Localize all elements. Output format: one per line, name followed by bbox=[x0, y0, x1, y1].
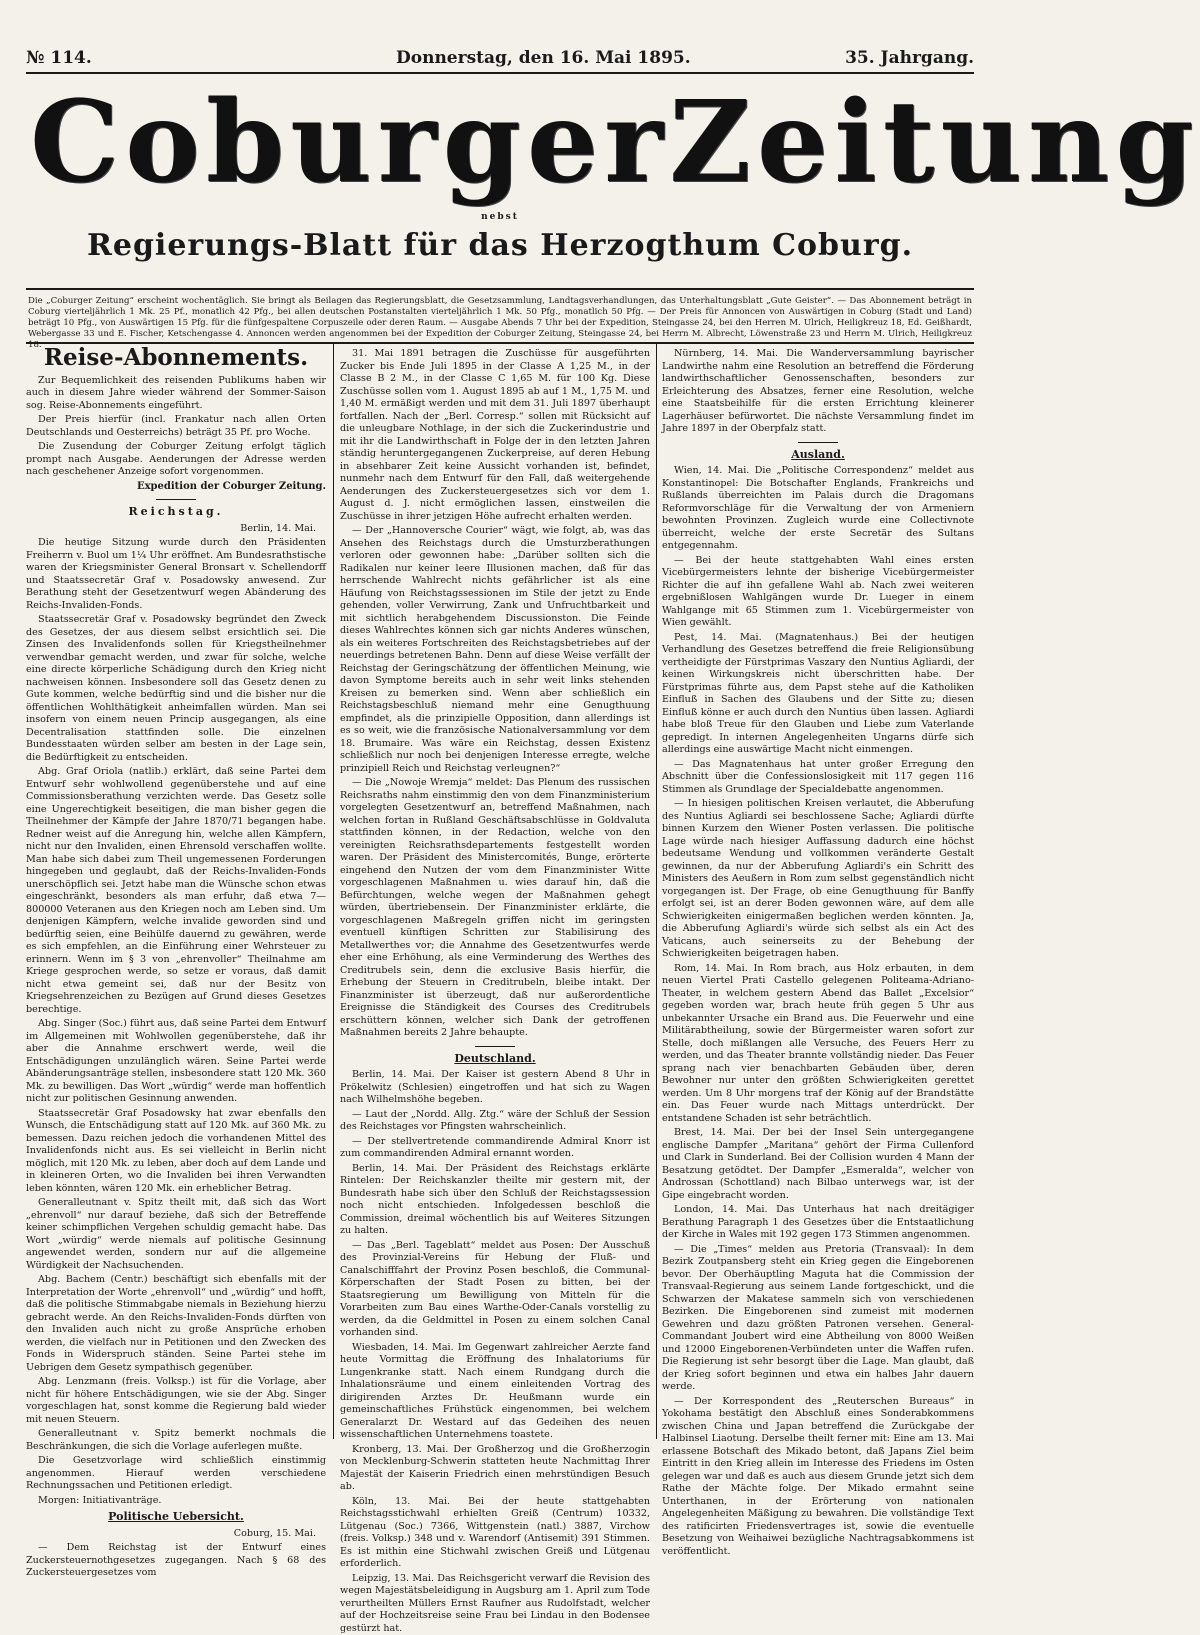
section-heading: Reise-Abonnements. bbox=[26, 352, 326, 365]
paragraph: — Das „Berl. Tageblatt“ meldet aus Posen: Der Ausschuß des Provinzial-Vereins für Hebung der Fluß- und Canalschifffahrt der Provinz Posen beschloß, die Communal-Körperschaften der Stadt Posen zu bitten, bei der Staatsregierung um Bewilligung von Mitteln für die Vorarbeiten zum Bau eines Warthe-Oder-Canals vorstellig zu werden, da die Geldmittel in Posen zu einem solchen Canal vorhanden sind. bbox=[340, 1240, 650, 1340]
column-1 bbox=[26, 348, 326, 1441]
paragraph: Die heutige Sitzung wurde durch den Präsidenten Freiherrn v. Buol um 1¼ Uhr eröffnet. Am Bundesrathstische waren der Kriegsminister General Bronsart v. Schellendorff und Staatssecretär Graf v. Posadowsky anwesend. Zur Berathung steht der Gesetzentwurf wegen Abänderung des Reichs-Invaliden-Fonds. bbox=[26, 537, 326, 612]
signature: Expedition der Coburger Zeitung. bbox=[26, 481, 326, 494]
separator bbox=[798, 442, 838, 443]
paragraph: — Bei der heute stattgehabten Wahl eines ersten Vicebürgermeisters lehnte der bisherige Vicebürgermeister Richter die auf ihn gefallene Wahl ab. Nach zwei weiteren ergebnißlosen Wahlgängen wurde Dr. Lueger in einem Wahlgange mit 65 Stimmen zum 1. Vicebürgermeister von Wien gewählt. bbox=[662, 555, 974, 630]
paragraph: Rom, 14. Mai. In Rom brach, aus Holz erbauten, in dem neuen Viertel Prati Castello gelegenen Politeama-Adriano-Theater, in welchem gestern Abend das Ballet „Excelsior“ gegeben worden war, brach heute früh gegen 5 Uhr aus unbekannter Ursache ein Brand aus. Die Feuerwehr und eine Militärabtheilung, sowie der Bürgermeister waren sofort zur Stelle, doch mißlangen alle Versuche, des Feuers Herr zu werden, und das Theater brannte vollständig nieder. Das Feuer sprang nach vier benachbarten Gebäuden über, deren Bewohner nur unter den größten Schwierigkeiten gerettet werden. Um 8 Uhr morgens traf der König auf der Brandstätte ein. Das Feuer wurde nach Mittags unterdrückt. Der entstandene Schaden ist sehr beträchtlich. bbox=[662, 963, 974, 1126]
dateline: Coburg, 15. Mai. bbox=[26, 1528, 316, 1541]
paragraph: Berlin, 14. Mai. Der Präsident des Reichstags erklärte Rintelen: Der Reichskanzler theilte mir gestern mit, der Bundesrath habe sich über den Schluß der Reichstagssession noch nicht entschieden. Infolgedessen beschloß die Commission, dreimal wöchentlich bis auf Weiteres Sitzungen zu halten. bbox=[340, 1163, 650, 1238]
paragraph: — Dem Reichstag ist der Entwurf eines Zuckersteuernothgesetzes zugegangen. Nach § 68 des Zuckersteuergesetzes vom bbox=[26, 1542, 326, 1580]
paragraph: Abg. Bachem (Centr.) beschäftigt sich ebenfalls mit der Interpretation der Worte „ehrenvoll“ und „würdig“ und hofft, daß die politische Stimmabgabe niemals in Beziehung hierzu gebracht werde. An den Reichs-Invaliden-Fonds dürften von den Invaliden auch nicht zu große Ansprüche erhoben werden, die vielfach nur in Petitionen und den Zwecken des Fonds in Widerspruch ständen. Seine Partei stehe im Uebrigen dem Gesetz sympathisch gegenüber. bbox=[26, 1274, 326, 1374]
paragraph: Zur Bequemlichkeit des reisenden Publikums haben wir auch in diesem Jahre wieder während der Sommer-Saison sog. Reise-Abonnements eingeführt. bbox=[26, 375, 326, 413]
paragraph: Staatssecretär Graf v. Posadowsky begründet den Zweck des Gesetzes, der aus diesem selbst ersichtlich sei. Die Zinsen des Invalidenfonds sollen für Kriegstheilnehmer verwendbar gemacht werden, und zwar für solche, welche eine directe körperliche Schädigung durch den Krieg nicht nachweisen können. Insbesondere soll das Gesetz denen zu Gute kommen, welche bedürftig sind und die bisher nur die öffentlichen Wohlthätigkeit anheimfallen würden. Man sei insofern von einem neuen Princip ausgegangen, als eine Decentralisation stattfinden solle. Die einzelnen Bundesstaaten würden selber am besten in der Lage sein, die Bedürftigkeit zu entscheiden. bbox=[26, 614, 326, 764]
paragraph: — Die „Times“ melden aus Pretoria (Transvaal): In dem Bezirk Zoutpansberg steht ein Krieg gegen die Eingeborenen bevor. Der Oberhäuptling Maguta hat die Commission der Transvaal-Regierung aus seinem Lande fortgeschickt, und die Schwarzen der Makatese sammeln sich von verschiedenen Bezirken. Die Eingeborenen sind zumeist mit modernen Gewehren und dazu größten Patronen versehen. General-Commandant Joubert wird eine Abtheilung von 8000 Weißen und 12000 Eingeborenen-Verbündeten unter die Waffen rufen. Die Regierung ist sehr besorgt über die Lage. Man glaubt, daß der Krieg sofort beginnen und etwa ein halbes Jahr dauern werde. bbox=[662, 1244, 974, 1394]
column-divider bbox=[656, 344, 657, 1439]
paragraph: Nürnberg, 14. Mai. Die Wanderversammlung bayrischer Landwirthe nahm eine Resolution an betreffend die Förderung landwirthschaftlicher Genossenschaften, besonders zur Erleichterung des Absatzes, ferner eine Resolution, welche eine Staatsbeihilfe für die ersten Errichtung kleinerer Lagerhäuser befürwortet. Die nächste Versammlung findet im Jahre 1897 in der Oberpfalz statt. bbox=[662, 348, 974, 436]
separator bbox=[156, 499, 196, 500]
issue-date: Donnerstag, den 16. Mai 1895. bbox=[396, 48, 691, 68]
paragraph: Generalleutnant v. Spitz theilt mit, daß sich das Wort „ehrenvoll“ nur darauf beziehe, daß sich der Betreffende keiner schimpflichen Vergehen schuldig gemacht habe. Das Wort „würdig“ werde niemals auf politische Gesinnung angewendet werden, sondern nur auf die allgemeine Würdigkeit der Nachsuchenden. bbox=[26, 1197, 326, 1272]
paragraph: Kronberg, 13. Mai. Der Großherzog und die Großherzogin von Mecklenburg-Schwerin statteten heute Nachmittag Ihrer Majestät der Kaiserin Friedrich einen mehrstündigen Besuch ab. bbox=[340, 1444, 650, 1494]
masthead bbox=[30, 78, 970, 208]
subtitle-rule bbox=[26, 288, 974, 290]
column-divider bbox=[333, 344, 334, 1439]
section-heading: Reichstag. bbox=[26, 506, 326, 519]
column-2 bbox=[340, 348, 650, 1441]
paragraph: 31. Mai 1891 betragen die Zuschüsse für ausgeführten Zucker bis Ende Juli 1895 in der Classe A 1,25 M., in der Classe B 2 M., in der Classe C 1,65 M. für 100 Kg. Diese Zuschüsse sollen vom 1. August 1895 ab auf 1 M., 1,75 M. und 1,40 M. ermäßigt werden und mit dem 31. Juli 1897 überhaupt fortfallen. Nach der „Berl. Corresp.“ sollen mit Rücksicht auf die unleugbare Nothlage, in der sich die Zuckerindustrie und mit ihr die Landwirthschaft in Folge der in den letzten Jahren ständig heruntergegangenen Zuckerpreise, auf deren Hebung in absehbarer Zeit keine Aussicht vorhanden ist, befindet, nunmehr nach dem Entwurf für den Fall, daß weitergehende Aenderungen des Zuckersteuergesetzes sich vor dem 1. August d. J. nicht ermöglichen lassen, einstweilen die Zuschüsse in ihrer jetzigen Höhe aufrecht erhalten werden. bbox=[340, 348, 650, 523]
paragraph: Morgen: Initiativanträge. bbox=[26, 1495, 326, 1508]
separator bbox=[475, 1046, 515, 1047]
issue-line bbox=[26, 42, 974, 68]
section-heading: Deutschland. bbox=[340, 1053, 650, 1066]
paragraph: — Der stellvertretende commandirende Admiral Knorr ist zum commandirenden Admiral ernannt worden. bbox=[340, 1136, 650, 1161]
section-heading: Politische Uebersicht. bbox=[26, 1511, 326, 1524]
paragraph: Der Preis hierfür (incl. Frankatur nach allen Orten Deutschlands und Oesterreichs) beträgt 35 Pf. pro Woche. bbox=[26, 414, 326, 439]
paragraph: Abg. Lenzmann (freis. Volksp.) ist für die Vorlage, aber nicht für höhere Entschädigungen, wie sie der Abg. Singer vorgeschlagen hat, sonst komme die Regierung bald wieder mit neuen Steuern. bbox=[26, 1376, 326, 1426]
paragraph: Pest, 14. Mai. (Magnatenhaus.) Bei der heutigen Verhandlung des Gesetzes betreffend die freie Religionsübung vertheidigte der Fürstprimas Vaszary den Nuntius Agliardi, der keinen Wirkungskreis nicht überschritten habe. Der Fürstprimas führte aus, dem Papst stehe auf die Katholiken Einfluß in Sachen des Glaubens und der Sitte zu; diesen Einfluß könne er auch durch den Nuntius üben lassen. Agliardi habe bloß Treue für den Glauben und Liebe zum Vaterlande gepredigt. In internen Angelegenheiten Ungarns dürfe sich allerdings eine auswärtige Macht nicht einmengen. bbox=[662, 632, 974, 757]
paragraph: — In hiesigen politischen Kreisen verlautet, die Abberufung des Nuntius Agliardi sei beschlossene Sache; Agliardi dürfte binnen Kurzem den Wiener Posten verlassen. Die politische Lage würde nach hiesiger Auffassung dadurch eine höchst bedeutsame Wendung und vollkommen veränderte Gestalt gewinnen, da nur der Abberufung Agliardi's ein Schritt des Ministers des Aeußern in Rom zum selbst gegenständlich nicht vorgegangen ist. Der Frage, ob eine Genugthuung für Banffy erfolgt sei, ist an derer Boden gewonnen wäre, auf dem alle Schwierigkeiten einigermaßen beglichen werden könnten. Ja, die Abberufung Agliardi's würde sich selbst als ein Act des Vaticans, auch seinerseits zu der Behebung der Schwierigkeiten beigetragen haben. bbox=[662, 798, 974, 961]
subscription-notice: Die „Coburger Zeitung“ erscheint wochentäglich. Sie bringt als Beilagen das Regierungsblatt, die Gesetzsammlung, Landtagsverhandlungen, das Unterhaltungsblatt „Gute Geister“. — Das Abonnement beträgt in Coburg vierteljährlich 1 Mk. 25 Pf., monatlich 42 Pfg., bei allen deutschen Postanstalten vierteljährlich 1 Mk. 50 Pfg., monatlich 50 Pfg. — Der Preis für Annoncen von Auswärtigen in Coburg (Stadt und Land) beträgt 10 Pfg., von Auswärtigen 15 Pfg. für die fünfgespaltene Corpuszeile oder deren Raum. — Ausgabe Abends 7 Uhr bei der Expedition, Steingasse 24, bei den Herren M. Ulrich, Heiligkreuz 18, Ed. Geißhardt, Webergasse 33 und E. Fischer, Ketschengasse 4. Annoncen werden angenommen bei der Expedition der Coburger Zeitung, Steingasse 24, bei Herrn M. Albrecht, Löwenstraße 23 und Herrn M. Ulrich, Heiligkreuz 18. bbox=[28, 296, 972, 351]
paragraph: Die Zusendung der Coburger Zeitung erfolgt täglich prompt nach Ausgabe. Aenderungen der Adresse werden nach geschehener Anzeige sofort vorgenommen. bbox=[26, 441, 326, 479]
paragraph: — Das Magnatenhaus hat unter großer Erregung den Abschnitt über die Confessionslosigkeit mit 117 gegen 116 Stimmen als Grundlage der Specialdebatte angenommen. bbox=[662, 759, 974, 797]
masthead-title-right: Zeitung bbox=[669, 87, 1199, 199]
paragraph: Wien, 14. Mai. Die „Politische Correspondenz“ meldet aus Konstantinopel: Die Botschafter Englands, Frankreichs und Rußlands überreichten im Palais durch die Dragomans Reformvorschläge für die Verwaltung der von Armeniern bewohnten Provinzen. Zugleich wurde eine Collectivnote überreicht, welche der erste Secretär des Sultans entgegennahm. bbox=[662, 465, 974, 553]
paragraph: Staatssecretär Graf Posadowsky hat zwar ebenfalls den Wunsch, die Entschädigung statt auf 120 Mk. auf 360 Mk. zu bemessen. Dazu reichen jedoch die vorhandenen Mittel des Invalidenfonds nicht aus. Es sei vielleicht in Berlin nicht möglich, mit 120 Mk. zu leben, aber doch auf dem Lande und in kleineren Orten, wo die Invaliden bei ihren Verwandten leben könnten, wären 120 Mk. ein erheblicher Betrag. bbox=[26, 1108, 326, 1196]
paragraph: Die Gesetzvorlage wird schließlich einstimmig angenommen. Hierauf werden verschiedene Rechnungssachen und Petitionen erledigt. bbox=[26, 1455, 326, 1493]
subtitle: Regierungs-Blatt für das Herzogthum Coburg. bbox=[40, 228, 960, 263]
paragraph: Generalleutnant v. Spitz bemerkt nochmals die Beschränkungen, die sich die Vorlage auferlegen mußte. bbox=[26, 1428, 326, 1453]
nebst-label: nebst bbox=[0, 212, 1000, 222]
dateline: Berlin, 14. Mai. bbox=[26, 523, 316, 536]
paragraph: — Der „Hannoversche Courier“ wägt, wie folgt, ab, was das Ansehen des Reichstags durch die Umsturzberathungen verloren oder gewonnen habe: „Darüber sollten sich die Radikalen nur keiner leere Illusionen machen, daß für das herrschende Wahlrecht nichts gefährlicher ist als eine Häufung von Reichstagssessionen im Stile der jetzt zu Ende gehenden, voller Verwirrung, Zank und Unfruchtbarkeit und mit sichtlich herabgehendem Discussionston. Die Feinde dieses Wahlrechtes können sich gar nichts Anderes wünschen, als ein weiteres Fortschreiten des Reichstagsbetriebes auf der neuerdings betretenen Bahn. Denn auf diese Weise verfällt der Reichstag der Geringschätzung der öffentlichen Meinung, wie davon Symptome bereits auch in sehr weit links stehenden Kreisen zu bemerken sind. Wenn aber schließlich ein Reichstagsbeschluß niemand mehr eine Genugthuung empfindet, als die prinzipielle Opposition, dann allerdings ist es so weit, wie die französische Nationalversammlung vor dem 18. Brumaire. Was wäre ein Reichstag, dessen Existenz schließlich nur noch bei denjenigen Interesse erregte, welche prinzipiell Reich und Reichstag verleugnen?“ bbox=[340, 525, 650, 775]
issue-number: № 114. bbox=[26, 48, 92, 68]
paragraph: Abg. Singer (Soc.) führt aus, daß seine Partei dem Entwurf im Allgemeinen mit Wohlwollen gegenüberstehe, daß ihr aber die Annahme erschwert werde, weil die Entschädigungen unzulänglich wären. Seine Partei werde Abänderungsanträge stellen, insbesondere statt 120 Mk. 360 Mk. zu bewilligen. Das Wort „würdig“ werde man hoffentlich nicht zur politischen Gesinnung anwenden. bbox=[26, 1018, 326, 1106]
paragraph: — Laut der „Nordd. Allg. Ztg.“ wäre der Schluß der Session des Reichstages vor Pfingsten wahrscheinlich. bbox=[340, 1109, 650, 1134]
column-3 bbox=[662, 348, 974, 1441]
paragraph: Leipzig, 13. Mai. Das Reichsgericht verwarf die Revision des wegen Majestätsbeleidigung in Augsburg am 1. April zum Tode verurtheilten Müllers Ernst Raufner aus Rudolfstadt, welcher auf der Hochzeitsreise seine Frau bei Lindau in den Bodensee gestürzt hat. bbox=[340, 1573, 650, 1635]
masthead-title-left: Coburger bbox=[30, 87, 669, 199]
paragraph: London, 14. Mai. Das Unterhaus hat nach dreitägiger Berathung Paragraph 1 des Gesetzes über die Entstaatlichung der Kirche in Wales mit 192 gegen 173 Stimmen angenommen. bbox=[662, 1204, 974, 1242]
paragraph: — Die „Nowoje Wremja“ meldet: Das Plenum des russischen Reichsraths nahm einstimmig den von dem Finanzministerium vorgelegten Gesetzentwurf an, betreffend Maßnahmen, nach welchen fortan in Rußland Geschäftsabschlüsse in Goldvaluta stattfinden können, in der Redaction, welche von den vereinigten Reichsrathsdepartements festgestellt worden waren. Der Präsident des Ministercomités, Bunge, erörterte eingehend den Nutzen der vom dem Finanzminister Witte vorgeschlagenen Maßnahmen u. wies darauf hin, daß die Befürchtungen, welche wegen der Maßnahmen gehegt würden, übertriebensein. Der Finanzminister erklärte, die vorgeschlagenen Maßregeln griffen nicht im geringsten eventuell künftigen Schritten zur Stabilisirung des Metallwerthes vor; die Annahme des Gesetzentwurfes werde eher eine Erhöhung, als eine Verminderung des Werthes des Creditrubels sein, denn die exclusive Basis hierfür, die Erhebung der Steuern in Creditrubeln, bleibe intakt. Der Finanzminister ist überzeugt, daß nur außerordentliche Ereignisse die Ständigkeit des Courses des Creditrubels erschüttern können, welcher sich Dank der getroffenen Maßnahmen bereits 2 Jahre behaupte. bbox=[340, 777, 650, 1040]
paragraph: Brest, 14. Mai. Der bei der Insel Sein untergegangene englische Dampfer „Maritana“ gehört der Firma Cullenford und Clark in Sunderland. Bei der Collision wurden 4 Mann der Besatzung getödtet. Der Dampfer „Esmeralda“, welcher von Androssan (Schottland) nach Bilbao unterwegs war, ist der Gipe eingebracht worden. bbox=[662, 1127, 974, 1202]
paragraph: — Der Korrespondent des „Reuterschen Bureaus“ in Yokohama bestätigt den Abschluß eines Sonderabkommens zwischen China und Japan betreffend die Zurückgabe der Halbinsel Liaotung. Derselbe theilt ferner mit: Eine am 13. Mai erlassene Botschaft des Mikado betont, daß Japans Ziel beim Eintritt in den Krieg allein im Interesse des Friedens im Osten gelegen war und daß es auch aus diesem Grunde jetzt sich dem Rathe der Mächte folge. Der Mikado ermahnt seine Unterthanen, in der Erörterung von nationalen Angelegenheiten Mäßigung zu bewahren. Die vollständige Text des ratificirten Friedensvertrages ist, sowie die eventuelle Besetzung von Weihaiwei bezügliche Nachtragsabkommens ist veröffentlicht. bbox=[662, 1396, 974, 1559]
paragraph: Köln, 13. Mai. Bei der heute stattgehabten Reichstagsstichwahl erhielten Greiß (Centrum) 10332, Lütgenau (Soc.) 7366, Wittgenstein (natl.) 3887, Virchow (freis. Volksp.) 348 und v. Warendorf (Antisemit) 391 Stimmen. Es ist mithin eine Stichwahl zwischen Greiß und Lütgenau erforderlich. bbox=[340, 1496, 650, 1571]
paragraph: Berlin, 14. Mai. Der Kaiser ist gestern Abend 8 Uhr in Prökelwitz (Schlesien) eingetroffen und hat sich zu Wagen nach Wilhelmshöhe begeben. bbox=[340, 1069, 650, 1107]
paragraph: Abg. Graf Oriola (natlib.) erklärt, daß seine Partei dem Entwurf sehr wohlwollend gegenüberstehe und auf eine Commissionsberathung verzichten werde. Das Gesetz solle eine Ungerechtigkeit beseitigen, die man bisher gegen die Theilnehmer der Kämpfe der Jahre 1870/71 begangen habe. Redner weist auf die Anregung hin, welche allen Kämpfern, nicht nur den Invaliden, einen Ehrensold verschaffen wollte. Man habe sich dabei zum Theil ungemessenen Forderungen hingegeben und geglaubt, daß der Reichs-Invaliden-Fonds unerschöpflich sei. Jetzt habe man die Wünsche schon etwas eingeschränkt, besonders als man erfuhr, daß etwa 7—800000 Veteranen aus den Kriegen noch am Leben sind. Um denjenigen Kämpfern, welche invalide geworden sind und bedürftig seien, eine Beihülfe dauernd zu gewähren, werde es sich empfehlen, an die Einführung einer Wehrsteuer zu erinnern. Wenn im § 3 von „ehrenvoller“ Theilnahme am Kriege gesprochen werde, so setze er voraus, daß damit nicht etwa gemeint sei, daß nur der Besitz von Kriegsehrenzeichen zu Bezügen auf Grund dieses Gesetzes berechtige. bbox=[26, 766, 326, 1016]
volume: 35. Jahrgang. bbox=[845, 48, 974, 68]
top-rule bbox=[26, 72, 974, 74]
paragraph: Wiesbaden, 14. Mai. Im Gegenwart zahlreicher Aerzte fand heute Vormittag die Eröffnung des Inhalatoriums für Lungenkranke statt. Nach einem Rundgang durch die Inhalationsräume und einem einleitenden Vortrag des dirigirenden Arztes Dr. Heußmann wurde ein gemeinschaftliches Frühstück eingenommen, bei welchem Generalarzt Dr. Westard auf das Gedeihen des neuen wissenschaftlichen Unternehmens toastete. bbox=[340, 1342, 650, 1442]
section-heading: Ausland. bbox=[662, 449, 974, 462]
